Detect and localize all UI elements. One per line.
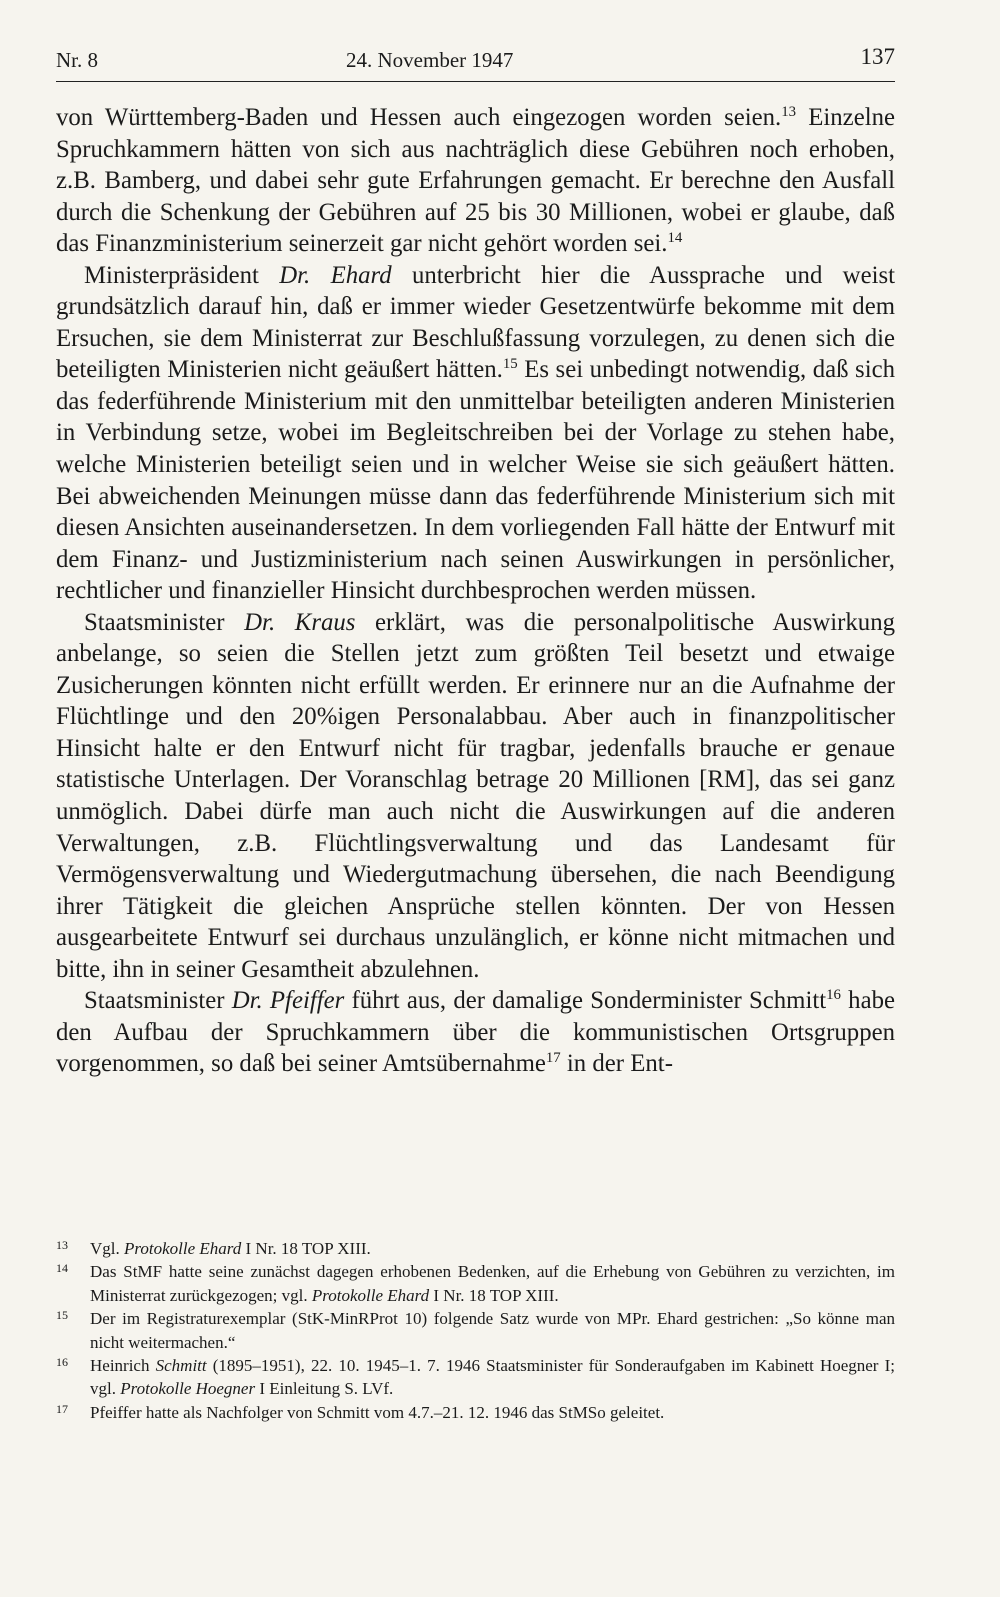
footnote-number: 15	[56, 1308, 68, 1323]
footnote-text: Der im Registraturexemplar (StK-MinRProt 10) folgende Satz wurde von MPr. Ehard gestrichen: „So könne man nicht weitermachen.“	[90, 1309, 895, 1352]
footnote-text: Heinrich Schmitt (1895–1951), 22. 10. 1945–1. 7. 1946 Staatsminister für Sonderaufgaben im Kabinett Hoegner I; vgl. Protokolle Hoegner I Einleitung S. LVf.	[90, 1356, 895, 1399]
header-rule	[56, 81, 895, 82]
footnote-ref-13[interactable]: 13	[781, 104, 797, 121]
text-run: erklärt, was die personalpolitische Auswirkung anbelange, so seien die Stellen jetzt zum größten Teil besetzt und etwaige Zusicherungen könnten nicht erfüllt werden. Er erinnere nur an die Aufnahme der Flüchtlinge und den 20%igen Personalabbau. Aber auch in finanzpolitischer Hinsicht halte er den Entwurf nicht für tragbar, jedenfalls brauche er genaue statistische Unterlagen. Der Voranschlag betrage 20 Millionen [RM], das sei ganz unmöglich. Dabei dürfe man auch nicht die Auswirkungen auf die anderen Verwaltungen, z.B. Flüchtlingsverwaltung und das Landesamt für Vermögensverwaltung und Wiedergutmachung übersehen, die nach Beendigung ihrer Tätigkeit die gleichen Ansprüche stellen könnten. Der von Hessen ausgearbeitete Entwurf sei durchaus unzulänglich, er könne nicht mitmachen und bitte, ihn in seiner Gesamtheit abzulehnen.	[56, 608, 895, 983]
footnote-ref-14[interactable]: 14	[667, 230, 683, 247]
footnote	[56, 1260, 895, 1307]
footnote	[56, 1307, 895, 1354]
paragraph-pfeiffer	[56, 985, 895, 1080]
issue-number: Nr. 8	[56, 48, 98, 72]
running-header	[56, 42, 895, 76]
text-run: in der Ent-	[560, 1050, 673, 1078]
main-text	[56, 102, 895, 1080]
text-run: Es sei unbedingt notwendig, daß sich das federführende Ministerium mit den unmittelbar beteiligten anderen Ministerien in Verbindung setze, wobei im Begleitschreiben bei der Vorlage zu stehen habe, welche Ministerien beteiligt seien und in welcher Weise sie sich geäußert hätten. Bei abweichenden Meinungen müsse dann das federführende Ministerium sich mit diesen Ansichten auseinandersetzen. In dem vorliegenden Fall hätte der Entwurf mit dem Finanz- und Justizministerium nach seinen Auswirkungen in persönlicher, rechtlicher und finanzieller Hinsicht durchbesprochen werden müssen.	[56, 356, 895, 605]
footnote-number: 17	[56, 1401, 68, 1416]
footnote	[56, 1237, 895, 1260]
text-run: Einzelne Spruchkammern hätten von sich aus nachträglich diese Gebühren noch erhoben, z.B. Bamberg, und dabei sehr gute Erfahrungen gemacht. Er berechne den Ausfall durch die Schenkung der Gebühren auf 25 bis 30 Millionen, wobei er glaube, daß das Finanzministerium seinerzeit gar nicht gehört worden sei.	[56, 104, 895, 258]
footnote-text: Das StMF hatte seine zunächst dagegen erhobenen Bedenken, auf die Erhebung von Gebühren zu verzichten, im Ministerrat zurückgezogen; vgl. Protokolle Ehard I Nr. 18 TOP XIII.	[90, 1262, 895, 1305]
text-run: führt aus, der damalige Sonderminister Schmitt	[344, 987, 827, 1015]
footnote-number: 14	[56, 1261, 68, 1276]
footnote-ref-16[interactable]: 16	[826, 987, 841, 1004]
footnote-number: 13	[56, 1238, 68, 1252]
footnotes	[56, 1237, 895, 1424]
text-run: Staatsminister	[84, 987, 232, 1015]
footnote-ref-17[interactable]: 17	[545, 1050, 561, 1067]
footnote-ref-15[interactable]: 15	[502, 356, 518, 373]
paragraph-ehard	[56, 260, 895, 607]
speaker-name: Dr. Kraus	[244, 608, 356, 636]
text-run: von Württemberg-Baden und Hessen auch eingezogen worden seien.	[56, 104, 782, 131]
text-run: unterbricht hier die Aussprache und weist grundsätzlich darauf hin, daß er immer wieder Gesetzentwürfe bekomme mit dem Ersuchen, sie dem Ministerrat zur Beschlußfassung vorzulegen, zu denen sich die beteiligten Ministerien nicht geäußert hätten.	[56, 261, 896, 384]
footnote-text: Pfeiffer hatte als Nachfolger von Schmitt vom 4.7.–21. 12. 1946 das StMSo geleitet.	[90, 1402, 665, 1422]
page-number: 137	[860, 44, 895, 69]
text-run: Ministerpräsident	[84, 261, 280, 289]
footnote	[56, 1354, 895, 1401]
footnote-number: 16	[56, 1355, 68, 1370]
speaker-name: Dr. Ehard	[279, 261, 392, 289]
meeting-date: 24. November 1947	[346, 48, 514, 72]
speaker-name: Dr. Pfeiffer	[231, 987, 345, 1015]
paragraph-kraus	[56, 607, 895, 986]
paragraph-continuation	[56, 102, 895, 260]
text-run: Staatsminister	[84, 608, 245, 636]
text-run: habe den Aufbau der Spruchkammern über die kommunistischen Ortsgruppen vorgenommen, so daß bei seiner Amtsübernahme	[56, 987, 895, 1078]
footnote-text: Vgl. Protokolle Ehard I Nr. 18 TOP XIII.	[90, 1239, 371, 1258]
footnote	[56, 1401, 895, 1424]
